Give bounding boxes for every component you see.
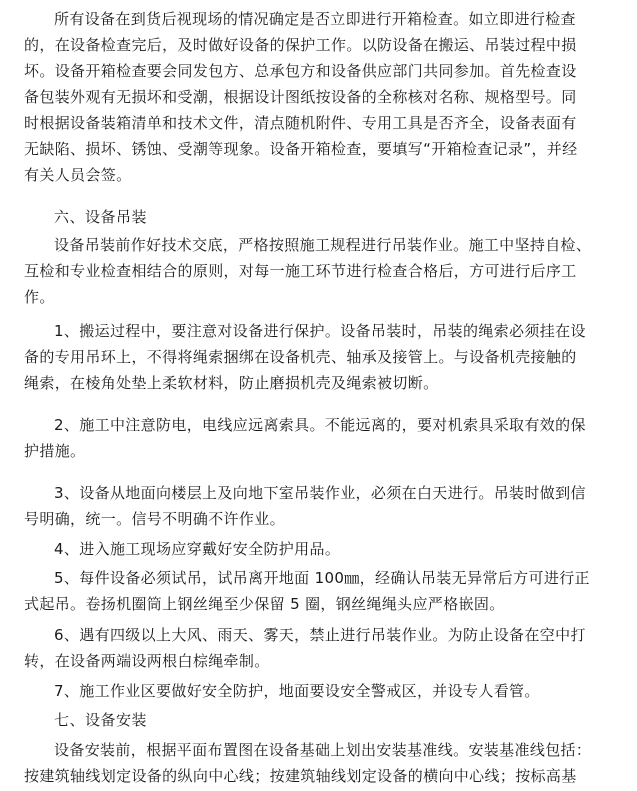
text-line: 6、遇有四级以上大风、雨天、雾天，禁止进行吊装作业。为防止设备在空中打 <box>54 626 586 644</box>
text-line: 有关人员会签。 <box>24 166 132 184</box>
text-line: 备的专用吊环上，不得将绳索捆绑在设备机壳、轴承及接管上。与设备机壳接触的 <box>24 348 577 366</box>
list-item-5 <box>24 565 614 617</box>
list-item-6 <box>24 622 614 674</box>
section-heading-installation: 七、设备安装 <box>54 711 148 729</box>
text-line: 互检和专业检查相结合的原则，对每一施工环节进行检查合格后，方可进行后序工 <box>24 262 577 280</box>
text-line: 无缺陷、损坏、锈蚀、受潮等现象。设备开箱检查，要填写“开箱检查记录”，并经 <box>24 140 578 158</box>
text-line: 4、进入施工现场应穿戴好安全防护用品。 <box>54 540 341 558</box>
text-line: 的，在设备检查完后，及时做好设备的保护工作。以防设备在搬运、吊装过程中损 <box>24 36 577 54</box>
text-line: 时根据设备装箱清单和技术文件，清点随机附件、专用工具是否齐全，设备表面有 <box>24 114 577 132</box>
text-line: 所有设备在到货后视现场的情况确定是否立即进行开箱检查。如立即进行检查 <box>54 10 576 28</box>
list-item-2 <box>24 412 614 464</box>
paragraph-lifting-intro <box>24 232 614 310</box>
text-line: 5、每件设备必须试吊，试吊离开地面 100㎜，经确认吊装无异常后方可进行正 <box>54 569 590 587</box>
text-line: 设备吊装前作好技术交底，严格按照施工规程进行吊装作业。施工中坚持自检、 <box>54 236 592 254</box>
text-line: 号明确，统一。信号不明确不许作业。 <box>24 510 285 528</box>
text-line: 坏。设备开箱检查要会同发包方、总承包方和设备供应部门共同参加。首先检查设 <box>24 62 577 80</box>
text-line: 护措施。 <box>24 442 86 460</box>
paragraph-unpacking-inspection <box>24 6 614 188</box>
text-line: 1、搬运过程中，要注意对设备进行保护。设备吊装时，吊装的绳索必须挂在设 <box>54 322 586 340</box>
list-item-4 <box>24 536 614 562</box>
text-line: 7、施工作业区要做好安全防护，地面要设安全警戒区，并设专人看管。 <box>54 682 540 700</box>
text-line: 2、施工中注意防电，电线应远离索具。不能远离的，要对机索具采取有效的保 <box>54 416 586 434</box>
text-line: 式起吊。卷扬机圈筒上钢丝绳至少保留 5 圈，钢丝绳绳头应严格嵌固。 <box>24 595 505 613</box>
paragraph-installation <box>24 737 614 789</box>
list-item-3 <box>24 480 614 532</box>
text-line: 绳索，在棱角处垫上柔软材料，防止磨损机壳及绳索被切断。 <box>24 374 439 392</box>
list-item-7 <box>24 678 614 704</box>
text-line: 按建筑轴线划定设备的纵向中心线；按建筑轴线划定设备的横向中心线；按标高基 <box>24 767 577 785</box>
text-line: 转，在设备两端设两根白棕绳牵制。 <box>24 652 270 670</box>
text-line: 作。 <box>24 288 55 306</box>
text-line: 备包装外观有无损坏和受潮，根据设计图纸按设备的全称核对名称、规格型号。同 <box>24 88 577 106</box>
section-heading-lifting: 六、设备吊装 <box>54 208 148 226</box>
text-line: 3、设备从地面向楼层上及向地下室吊装作业，必须在白天进行。吊装时做到信 <box>54 484 586 502</box>
text-line: 设备安装前，根据平面布置图在设备基础上划出安装基准线。安装基准线包括： <box>54 741 592 759</box>
list-item-1 <box>24 318 614 396</box>
